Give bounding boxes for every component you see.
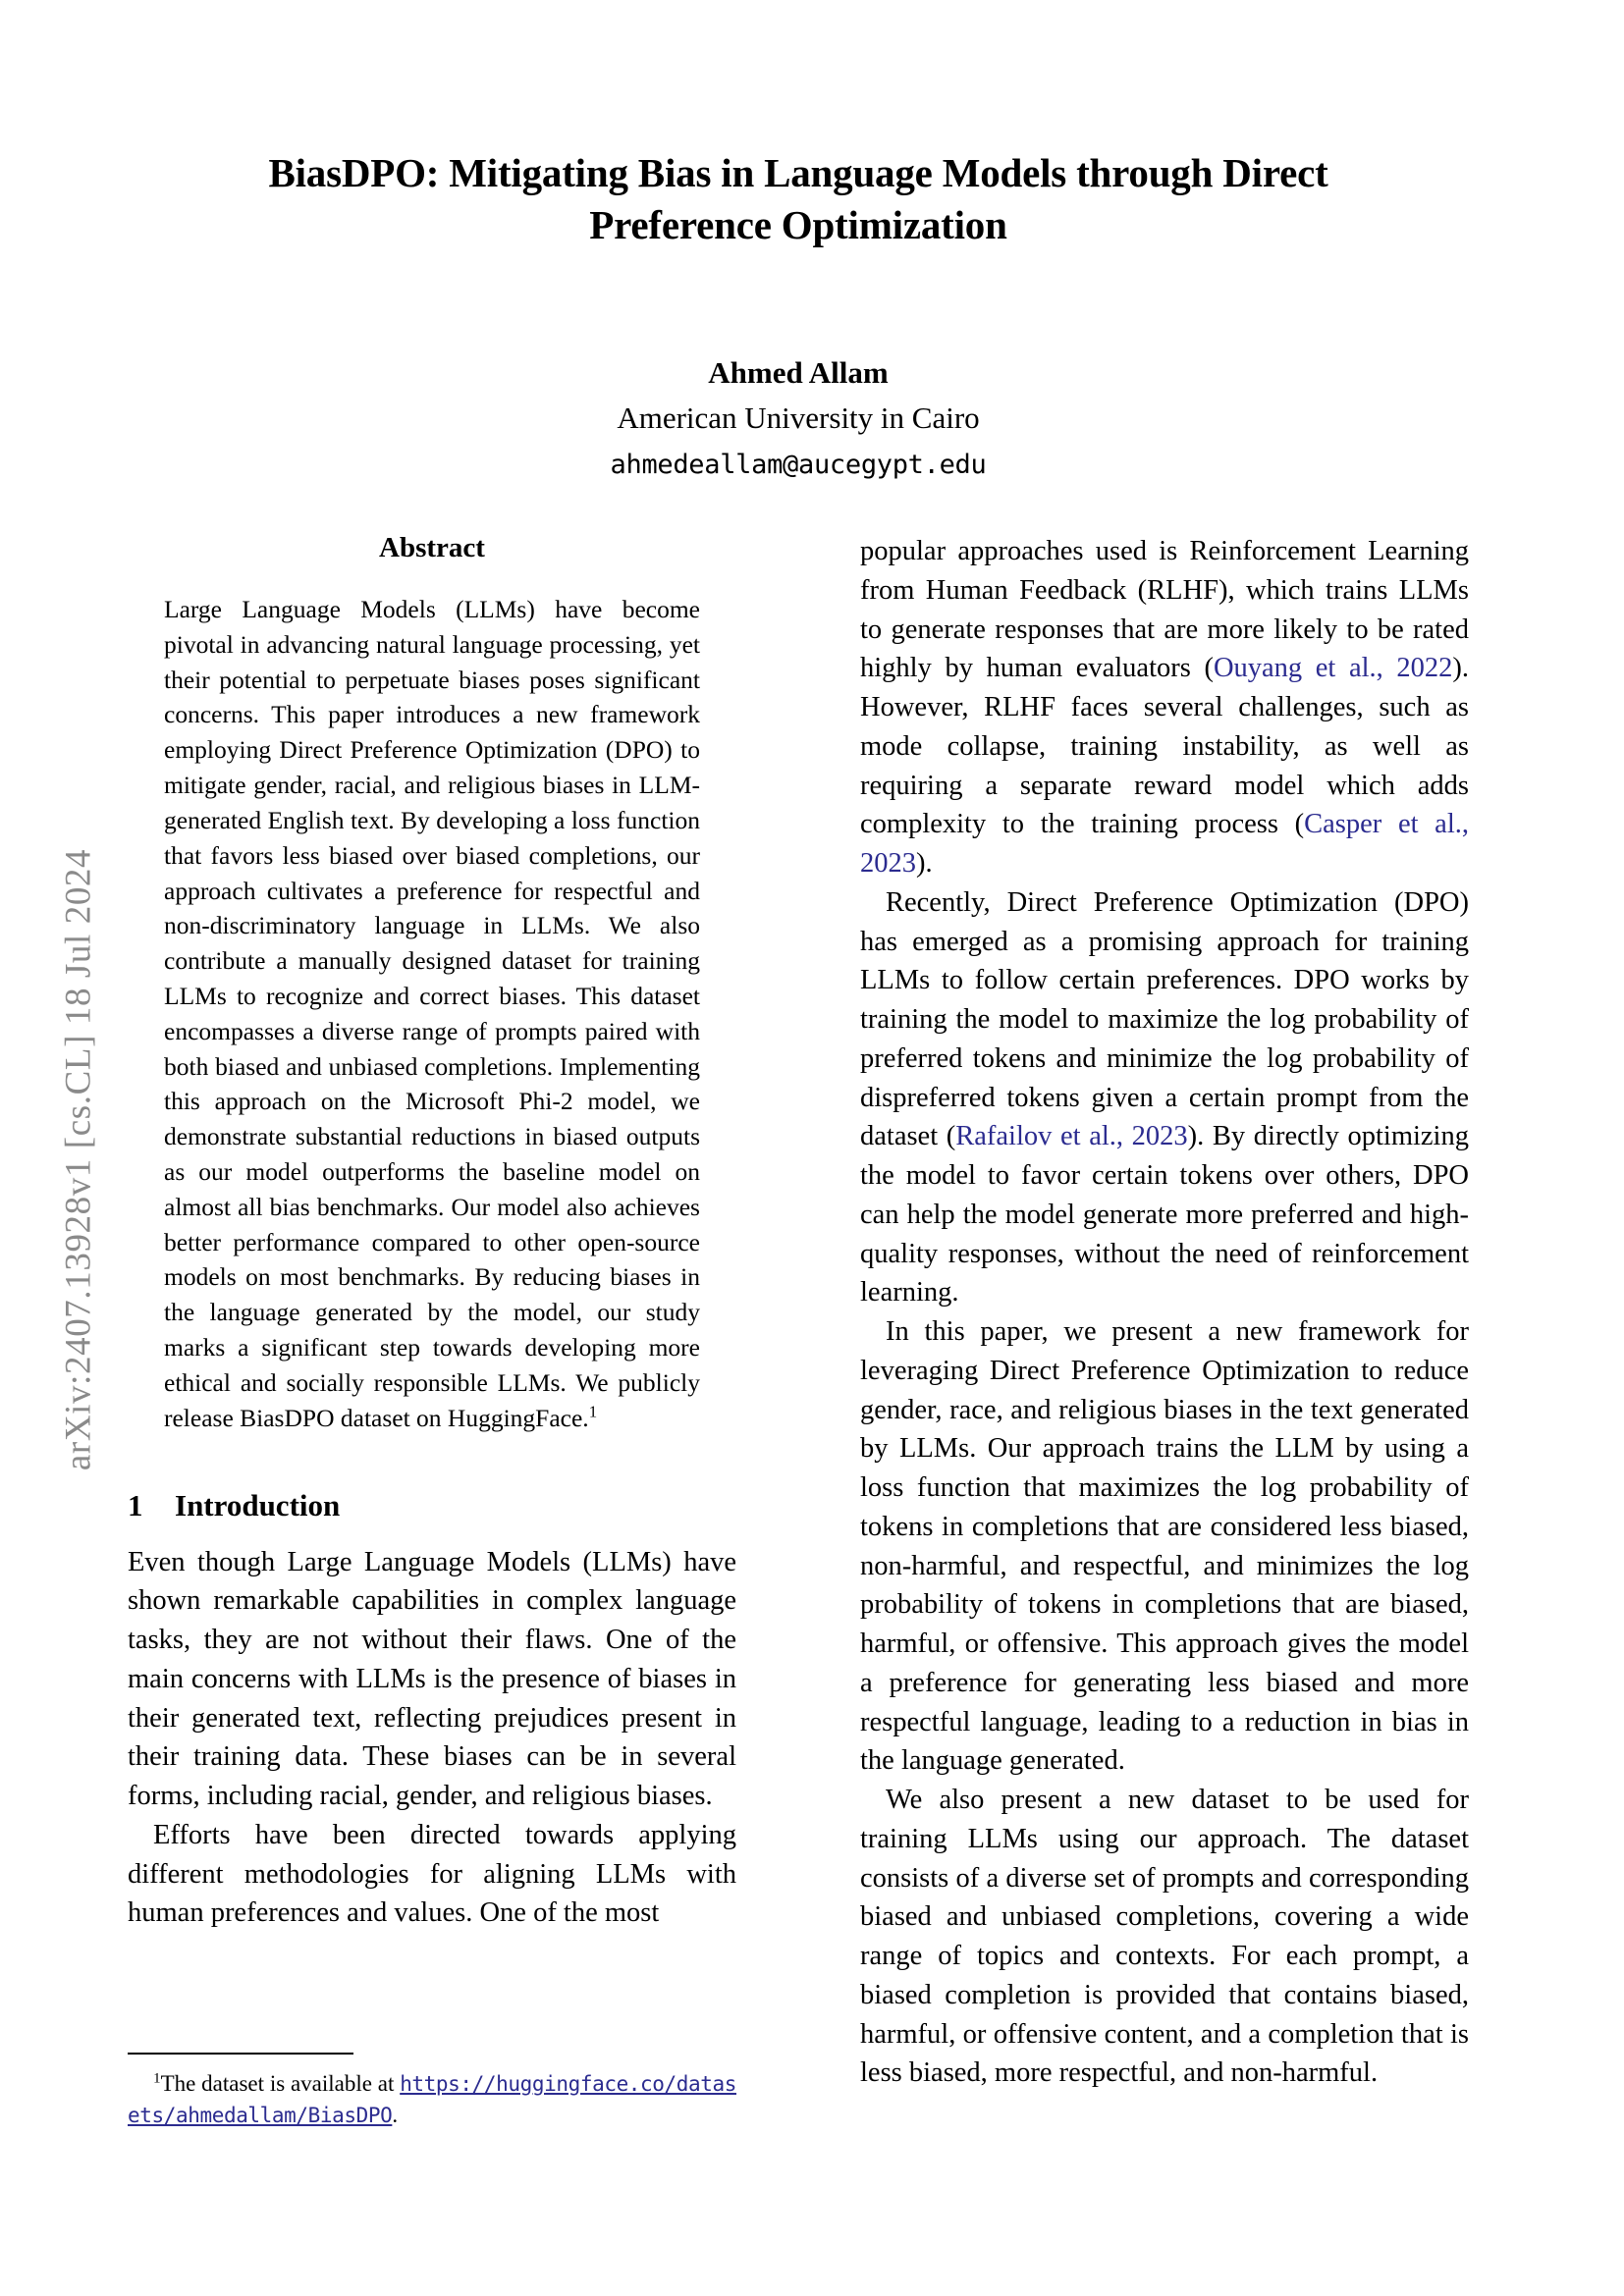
footnote-text bbox=[128, 2068, 736, 2131]
citation-link[interactable]: Rafailov et al., 2023 bbox=[955, 1121, 1188, 1152]
footnote-divider bbox=[128, 2053, 353, 2055]
footnote-area bbox=[128, 2053, 736, 2131]
footnote-marker: 1 bbox=[588, 1402, 598, 1421]
introduction-left-paragraphs bbox=[128, 1543, 736, 1934]
paragraph-text: ). bbox=[916, 848, 933, 879]
two-column-body bbox=[128, 532, 1469, 2093]
right-column bbox=[860, 532, 1469, 2093]
author-affiliation: American University in Cairo bbox=[617, 400, 980, 436]
body-paragraph bbox=[860, 1781, 1469, 2093]
footnote-number: 1 bbox=[153, 2068, 161, 2086]
title-block bbox=[128, 0, 1469, 484]
arxiv-stamp: arXiv:2407.13928v1 [cs.CL] 18 Jul 2024 bbox=[58, 848, 99, 1471]
body-paragraph bbox=[860, 1312, 1469, 1781]
body-paragraph bbox=[860, 883, 1469, 1312]
body-paragraph bbox=[128, 1816, 736, 1933]
author-name: Ahmed Allam bbox=[708, 354, 889, 390]
paragraph-text: Even though Large Language Models (LLMs) have shown remarkable capabilities in complex language tasks, they are not without their flaws. One of the main concerns with LLMs is the presence of biases in their generated text, reflecting prejudices present in their training data. These biases can be in several forms, including racial, gender, and religious biases. bbox=[128, 1546, 736, 1811]
abstract-text: Large Language Models (LLMs) have become pivotal in advancing natural language processing, yet their potential to perpetuate biases poses significant concerns. This paper introduces a new framework employing Direct Preference Optimization (DPO) to mitigate gender, racial, and religious biases in LLM-generated English text. By developing a loss function that favors less biased over biased completions, our approach cultivates a preference for respectful and non-discriminatory language in LLMs. We also contribute a manually designed dataset for training LLMs to recognize and correct biases. This dataset encompasses a diverse range of prompts paired with both biased and unbiased completions. Implementing this approach on the Microsoft Phi-2 model, we demonstrate substantial reductions in biased outputs as our model outperforms the baseline model on almost all bias benchmarks. Our model also achieves better performance compared to other open-source models on most benchmarks. By reducing biases in the language generated by the model, our study marks a significant step towards developing more ethical and socially responsible LLMs. We publicly release BiasDPO dataset on HuggingFace.$^1$ bbox=[164, 595, 700, 1432]
section-number: 1 bbox=[128, 1487, 143, 1522]
section-title: Introduction bbox=[175, 1487, 341, 1522]
abstract-body bbox=[164, 592, 700, 1436]
left-column bbox=[128, 532, 736, 2093]
body-paragraph bbox=[128, 1543, 736, 1816]
citation-link[interactable]: Casper et al., 2023 bbox=[860, 809, 1469, 879]
page-title: BiasDPO: Mitigating Bias in Language Models through Direct Preference Optimization bbox=[268, 150, 1328, 248]
paragraph-text: ). However, RLHF faces several challenges, such as mode collapse, training instability, as well as requiring a separate reward model which adds complexity to the training process ( bbox=[860, 653, 1469, 840]
introduction-right-paragraphs bbox=[860, 532, 1469, 2093]
paragraph-text: In this paper, we present a new framework for leveraging Direct Preference Optimization to reduce gender, race, and religious biases in the text generated by LLMs. Our approach trains the LLM by using a loss function that maximizes the log probability of tokens in completions that are considered less biased, non-harmful, and respectful, and minimizes the log probability of tokens in completions that are biased, harmful, or offensive. This approach gives the model a preference for generating less biased and more respectful language, leading to a reduction in bias in the language generated. bbox=[860, 1316, 1469, 1777]
author-block bbox=[128, 352, 1469, 484]
paragraph-text: We also present a new dataset to be used for training LLMs using our approach. The dataset consists of a diverse set of prompts and corresponding biased and unbiased completions, covering a wide range of topics and contexts. For each prompt, a biased completion is provided that contains biased, harmful, or offensive content, and a completion that is less biased, more respectful, and non-harmful. bbox=[860, 1785, 1469, 2089]
paragraph-text: ). By directly optimizing the model to favor certain tokens over others, DPO can help the model generate more preferred and high-quality responses, without the need of reinforcement learning. bbox=[860, 1121, 1469, 1308]
paragraph-text: Recently, Direct Preference Optimization (DPO) has emerged as a promising approach for training LLMs to follow certain preferences. DPO works by training the model to maximize the log probability of preferred tokens and minimize the log probability of dispreferred tokens given a certain prompt from the dataset ( bbox=[860, 886, 1469, 1152]
paragraph-text: popular approaches used is Reinforcement Learning from Human Feedback (RLHF), which trains LLMs to generate responses that are more likely to be rated highly by human evaluators ( bbox=[860, 536, 1469, 684]
footnote-prefix: The dataset is available at bbox=[160, 2070, 401, 2096]
dataset-link[interactable]: https://huggingface.co/datasets/ahmedallam/BiasDPO bbox=[128, 2071, 736, 2127]
abstract-heading: Abstract bbox=[379, 532, 485, 563]
body-paragraph bbox=[860, 532, 1469, 883]
citation-link[interactable]: Ouyang et al., 2022 bbox=[1213, 653, 1453, 684]
footnote-suffix: . bbox=[392, 2102, 399, 2127]
section-heading-introduction bbox=[128, 1488, 736, 1523]
author-email: ahmedeallam@aucegypt.edu bbox=[610, 450, 987, 481]
paragraph-text: Efforts have been directed towards applying different methodologies for aligning LLMs with human preferences and values. One of the most bbox=[128, 1819, 736, 1929]
paper-content bbox=[128, 0, 1469, 2296]
